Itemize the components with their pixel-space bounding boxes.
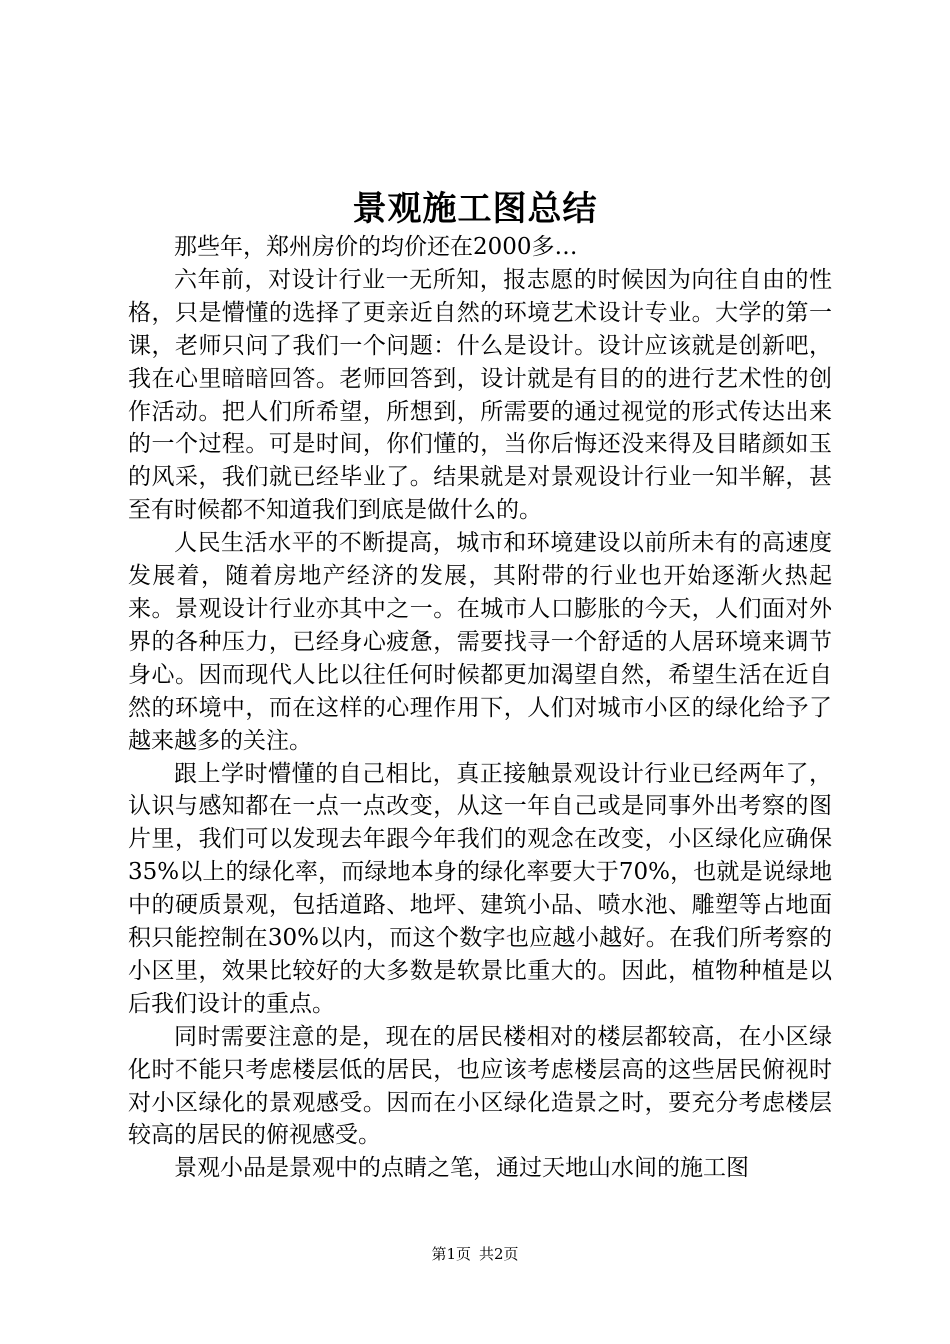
page-footer: [0, 1244, 950, 1264]
paragraph: 跟上学时懵懂的自己相比，真正接触景观设计行业已经两年了，认识与感知都在一点一点改变，从这一年自己或是同事外出考察的图片里，我们可以发现去年跟今年我们的观念在改变，小区绿化应确保35%以上的绿化率，而绿地本身的绿化率要大于70%，也就是说绿地中的硬质景观，包括道路、地坪、建筑小品、喷水池、雕塑等占地面积只能控制在30%以内，而这个数字也应越小越好。在我们所考察的小区里，效果比较好的大多数是软景比重大的。因此，植物种植是以后我们设计的重点。: [128, 760, 832, 1017]
paragraph: 人民生活水平的不断提高，城市和环境建设以前所未有的高速度发展着，随着房地产经济的发展，其附带的行业也开始逐渐火热起来。景观设计行业亦其中之一。在城市人口膨胀的今天，人们面对外界的各种压力，已经身心疲惫，需要找寻一个舒适的人居环境来调节身心。因而现代人比以往任何时候都更加渴望自然，希望生活在近自然的环境中，而在这样的心理作用下，人们对城市小区的绿化给予了越来越多的关注。: [128, 530, 832, 754]
paragraph: 景观小品是景观中的点睛之笔，通过天地山水间的施工图: [174, 1155, 749, 1182]
paragraph: 六年前，对设计行业一无所知，报志愿的时候因为向往自由的性格，只是懵懂的选择了更亲近自然的环境艺术设计专业。大学的第一课，老师只问了我们一个问题：什么是设计。设计应该就是创新吧，我在心里暗暗回答。老师回答到，设计就是有目的的进行艺术性的创作活动。把人们所希望，所想到，所需要的通过视觉的形式传达出来的一个过程。可是时间，你们懂的，当你后悔还没来得及目睹颜如玉的风采，我们就已经毕业了。结果就是对景观设计行业一知半解，甚至有时候都不知道我们到底是做什么的。: [128, 266, 832, 524]
document-body: [128, 231, 832, 1185]
document-title: 景观施工图总结: [352, 189, 598, 229]
paragraph: 那些年，郑州房价的均价还在2000多…: [174, 234, 578, 260]
paragraph: 同时需要注意的是，现在的居民楼相对的楼层都较高，在小区绿化时不能只考虑楼层低的居民，也应该考虑楼层高的这些居民俯视时对小区绿化的景观感受。因而在小区绿化造景之时，要充分考虑楼层较高的居民的俯视感受。: [128, 1023, 832, 1149]
page-total: 共2页: [479, 1245, 519, 1263]
page-number: 第1页: [431, 1245, 471, 1263]
